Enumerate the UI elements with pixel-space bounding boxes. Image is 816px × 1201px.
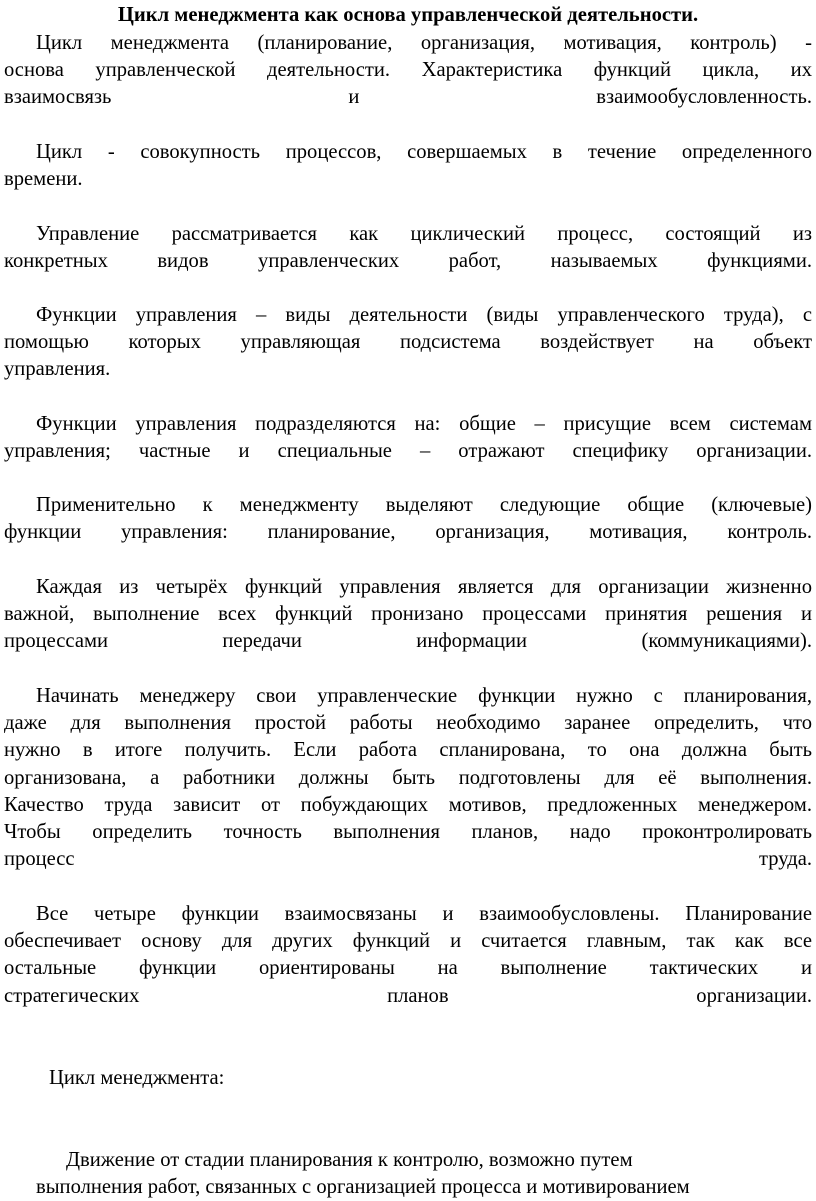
paragraph-function-types	[4, 411, 812, 465]
paragraph-line: Чтобы определить точность выполнения планов, надо проконтролировать	[4, 821, 812, 844]
paragraph-line: функции управления: планирование, организация, мотивация, контроль.	[4, 521, 812, 544]
paragraph-line: Каждая из четырёх функций управления является для организации жизненно	[36, 576, 812, 598]
closing-line: Движение от стадии планирования к контролю, возможно путем	[66, 1149, 633, 1171]
paragraph-line: основа управленческой деятельности. Характеристика функций цикла, их	[4, 59, 812, 82]
paragraph-line: обеспечивает основу для других функций и считается главным, так как все	[4, 930, 812, 953]
paragraph-line: остальные функции ориентированы на выполнение тактических и	[4, 957, 812, 980]
paragraph-key-functions	[4, 492, 812, 546]
paragraph-line: конкретных видов управленческих работ, называемых функциями.	[4, 250, 812, 273]
paragraph-line: Функции управления подразделяются на: общие – присущие всем системам	[36, 413, 812, 435]
paragraph-line: управления.	[4, 358, 111, 381]
paragraph-management-functions	[4, 302, 812, 384]
paragraph-line: организована, а работники должны быть подготовлены для её выполнения.	[4, 766, 812, 789]
paragraph-cycle-meaning	[4, 139, 812, 193]
paragraph-vital-functions	[4, 574, 812, 656]
closing-line: выполнения работ, связанных с организацией процесса и мотивированием	[36, 1176, 690, 1198]
paragraph-line: Применительно к менеджменту выделяют следующие общие (ключевые)	[36, 494, 812, 516]
paragraph-line: Начинать менеджеру свои управленческие функции нужно с планирования,	[36, 685, 812, 707]
paragraph-line: нужно в итоге получить. Если работа спланирована, то она должна быть	[4, 739, 812, 762]
paragraph-line: стратегических планов организации.	[4, 984, 812, 1007]
paragraph-line: Качество труда зависит от побуждающих мотивов, предложенных менеджером.	[4, 793, 812, 816]
paragraph-line: процесс труда.	[4, 848, 812, 871]
document-title: Цикл менеджмента как основа управленческой деятельности.	[117, 4, 699, 26]
paragraph-line: Цикл - совокупность процессов, совершаемых в течение определенного	[36, 141, 812, 163]
paragraph-management-process	[4, 221, 812, 275]
paragraph-line: управления; частные и специальные – отражают специфику организации.	[4, 440, 812, 463]
paragraph-cycle-definition	[4, 30, 812, 112]
paragraph-line: даже для выполнения простой работы необходимо заранее определить, что	[4, 712, 812, 735]
paragraph-line: Управление рассматривается как циклический процесс, состоящий из	[36, 223, 812, 245]
paragraph-line: помощью которых управляющая подсистема воздействует на объект	[4, 331, 812, 354]
paragraph-line: Функции управления – виды деятельности (виды управленческого труда), с	[36, 304, 812, 326]
paragraph-planning-start	[4, 683, 812, 873]
paragraph-line: важной, выполнение всех функций пронизано процессами принятия решения и	[4, 603, 812, 626]
paragraph-line: Цикл менеджмента (планирование, организация, мотивация, контроль) -	[36, 32, 812, 54]
paragraph-line: времени.	[4, 168, 83, 191]
paragraph-line: взаимосвязь и взаимообусловленность.	[4, 86, 812, 109]
paragraph-line: процессами передачи информации (коммуникациями).	[4, 630, 812, 653]
paragraph-line: Все четыре функции взаимосвязаны и взаимообусловлены. Планирование	[36, 903, 812, 925]
paragraph-interrelation	[4, 901, 812, 1010]
cycle-label: Цикл менеджмента:	[49, 1067, 225, 1089]
